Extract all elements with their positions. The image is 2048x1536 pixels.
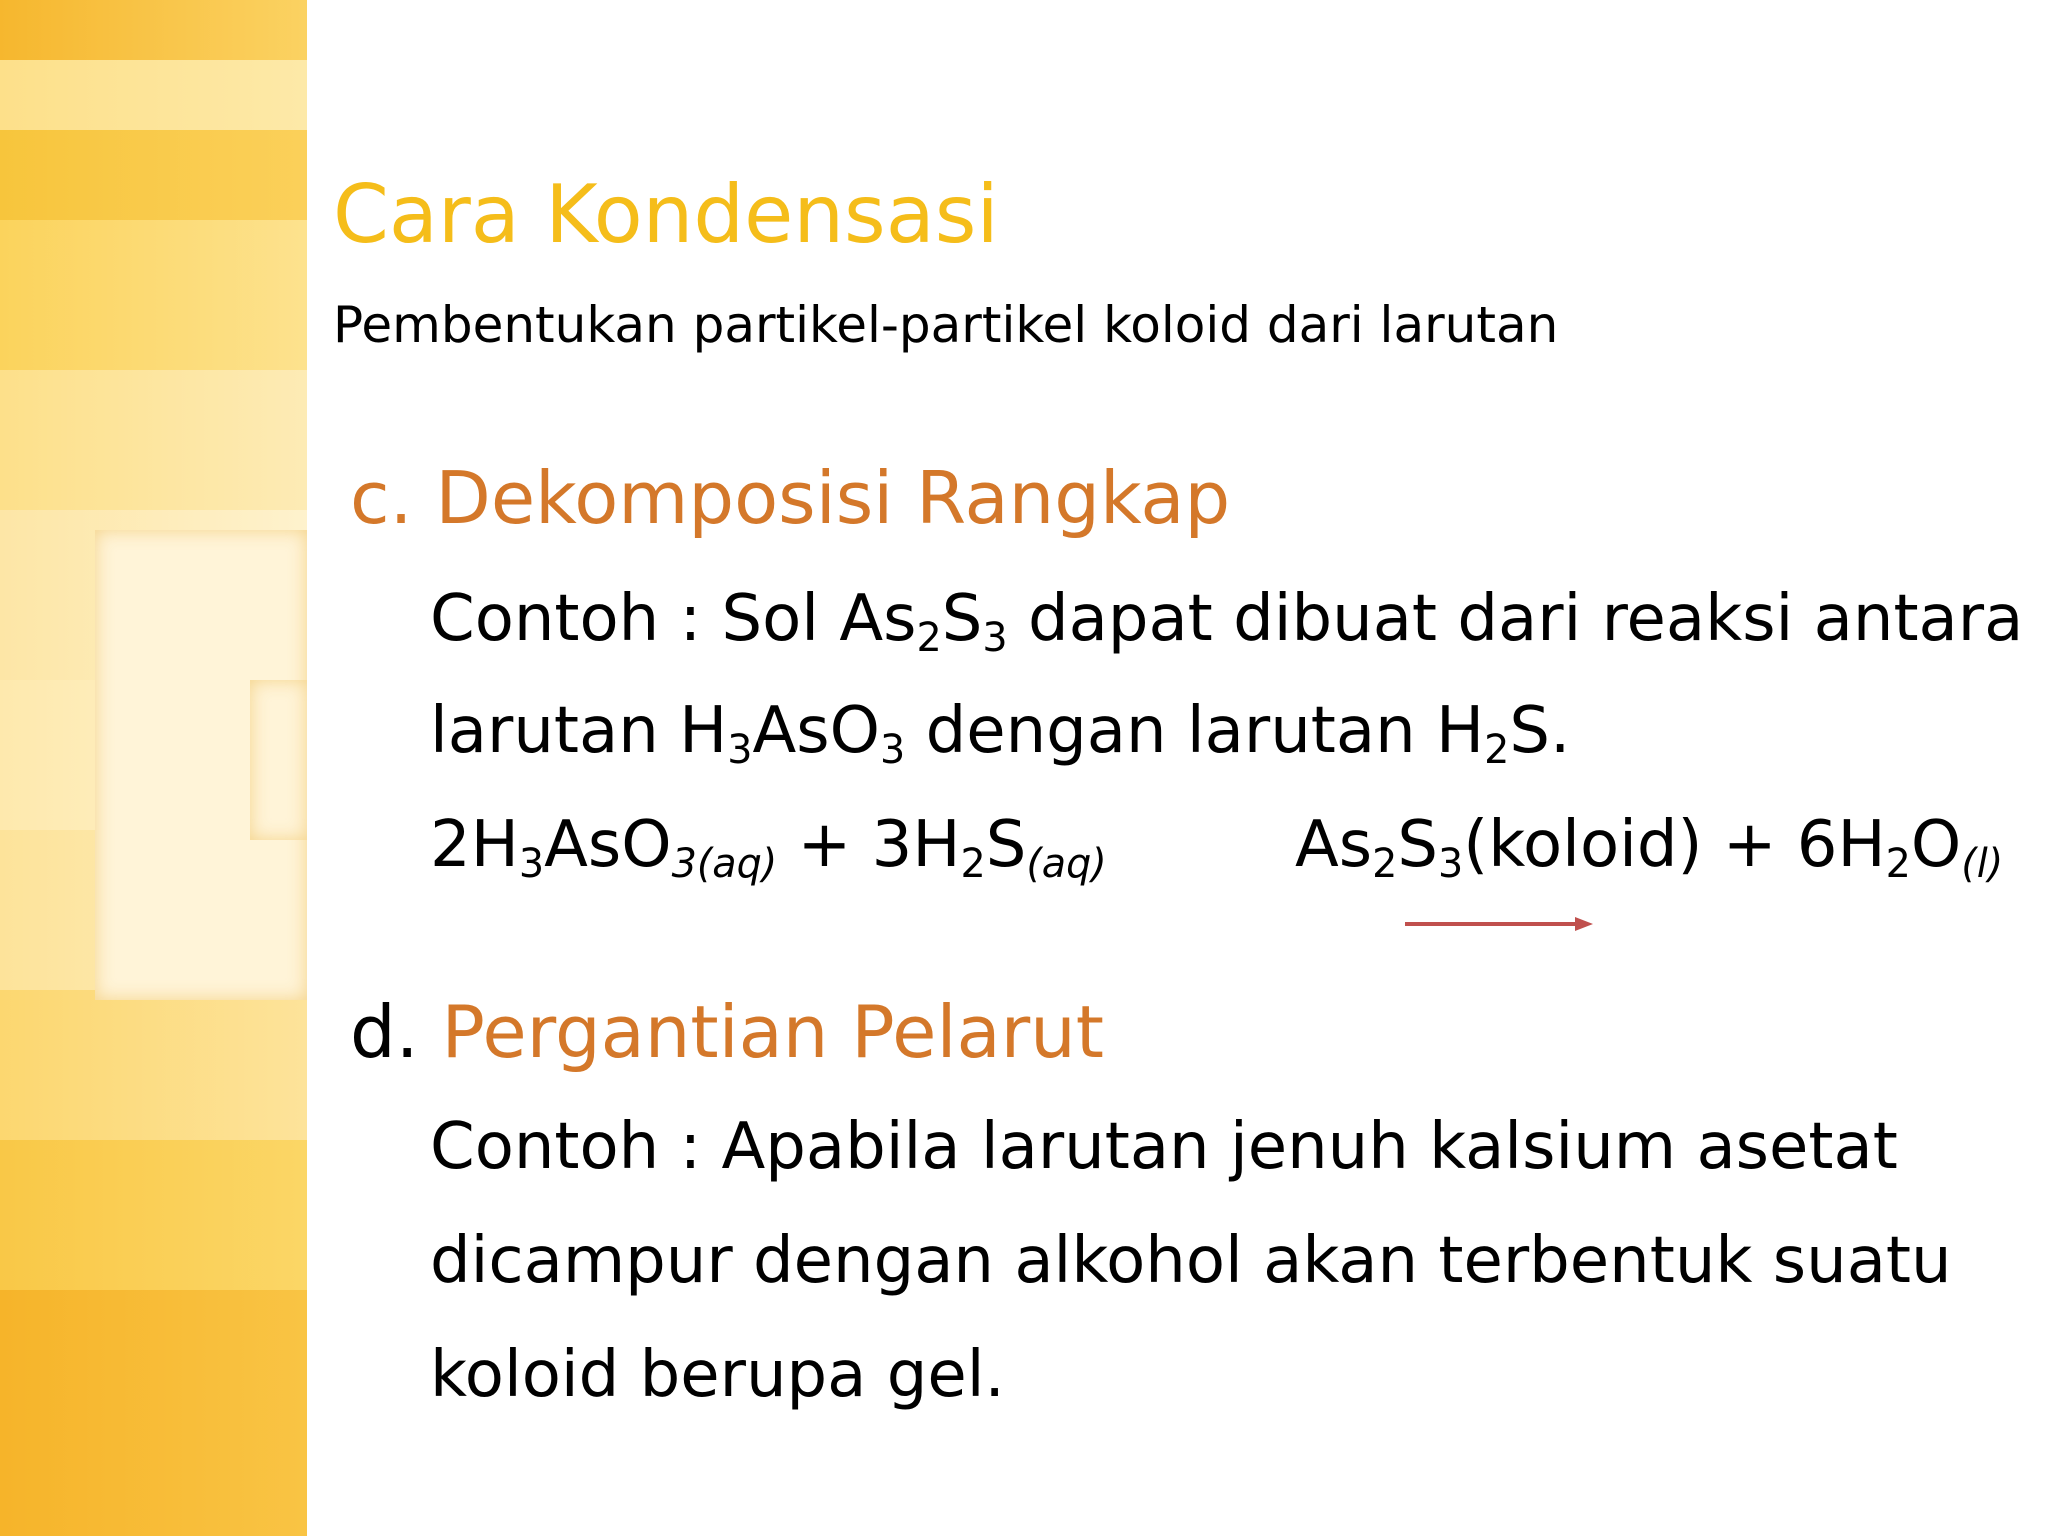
equation-products: $As_2S_3(koloid) + 6H_2O_{(l)}$ [1295, 808, 2004, 888]
section-d-line-1: Contoh : Apabila larutan jenuh kalsium asetat [430, 1110, 1898, 1184]
section-d-heading [350, 990, 1104, 1074]
section-d-line-3: koloid berupa gel. [430, 1338, 1005, 1412]
section-c-line-1: Contoh : Sol $As_2S_3$ dapat dibuat dari reaksi antara [430, 582, 2024, 662]
slide-subtitle: Pembentukan partikel-partikel koloid dari larutan [333, 296, 1559, 354]
equation-reactants: $2H_3AsO_{3(aq)} + 3H_2S_{(aq)}$ [430, 808, 1107, 888]
section-d-marker: d. [350, 990, 419, 1074]
section-d-title: Pergantian Pelarut [441, 990, 1105, 1074]
section-c-marker: c. [350, 456, 413, 540]
section-c-title: Dekomposisi Rangkap [435, 456, 1231, 540]
decorative-side-panel [0, 0, 307, 1536]
section-d-line-2: dicampur dengan alkohol akan terbentuk suatu [430, 1224, 1952, 1298]
reaction-arrow-icon [1405, 916, 1593, 932]
section-c-heading [350, 456, 1230, 540]
section-c-line-2: larutan $H_3AsO_3$ dengan larutan $H_2S$. [430, 694, 1571, 774]
slide-title: Cara Kondensasi [333, 168, 999, 261]
